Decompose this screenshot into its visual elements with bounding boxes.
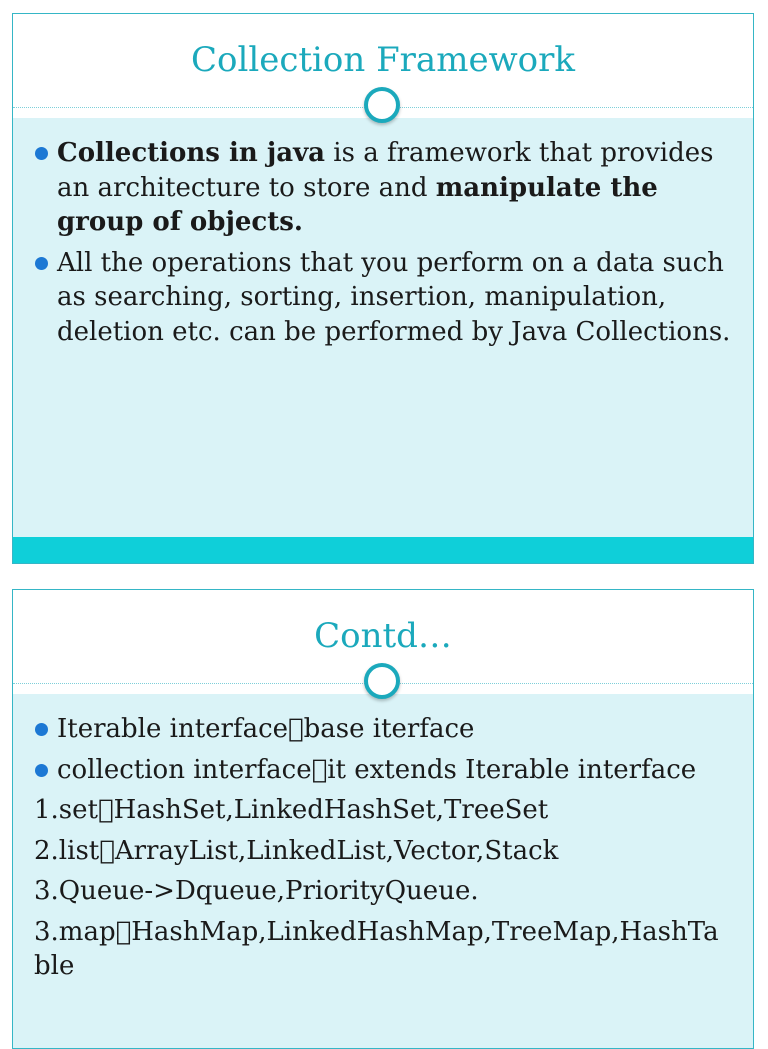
list-item [13,136,753,240]
text: collection interface it extends Iterable interface [57,754,689,785]
text-line: 2.list ArrayList,LinkedList,Vector,Stack [34,835,552,866]
footer-bar [13,537,753,563]
ring-icon [364,663,400,699]
slide-body [13,118,753,563]
text-line: 3.map HashMap,LinkedHashMap,TreeMap,HashTable [34,916,728,981]
slide-body [13,694,753,1048]
bullet-list [13,712,753,990]
text: is a framework that provides an architecture to store and [57,138,714,203]
list-item [13,712,753,747]
bold-text: Collections in java [57,138,326,168]
bullet-icon [35,723,48,736]
bullet-icon [35,147,48,160]
list-item [13,753,753,788]
slide-title: Contd… [314,616,452,656]
text: Iterable interface base iterface [57,714,468,744]
bold-text: manipulate the group of objects. [57,172,658,237]
bullet-icon [35,764,48,777]
slide-collection-framework [12,13,754,564]
text-line: 1.set HashSet,LinkedHashSet,TreeSet [34,795,541,825]
bullet-list [13,136,753,355]
slide-contd [12,589,754,1049]
ring-icon [364,87,400,123]
text: All the operations that you perform on a data such as searching, sorting, insertion, manipulation, deletion etc. can be performed by Java Collections. [57,247,731,347]
text-line: 3.Queue->Dqueue,PriorityQueue. [34,876,479,906]
list-item [13,246,753,350]
bullet-icon [35,257,48,270]
slide-title: Collection Framework [190,40,575,80]
